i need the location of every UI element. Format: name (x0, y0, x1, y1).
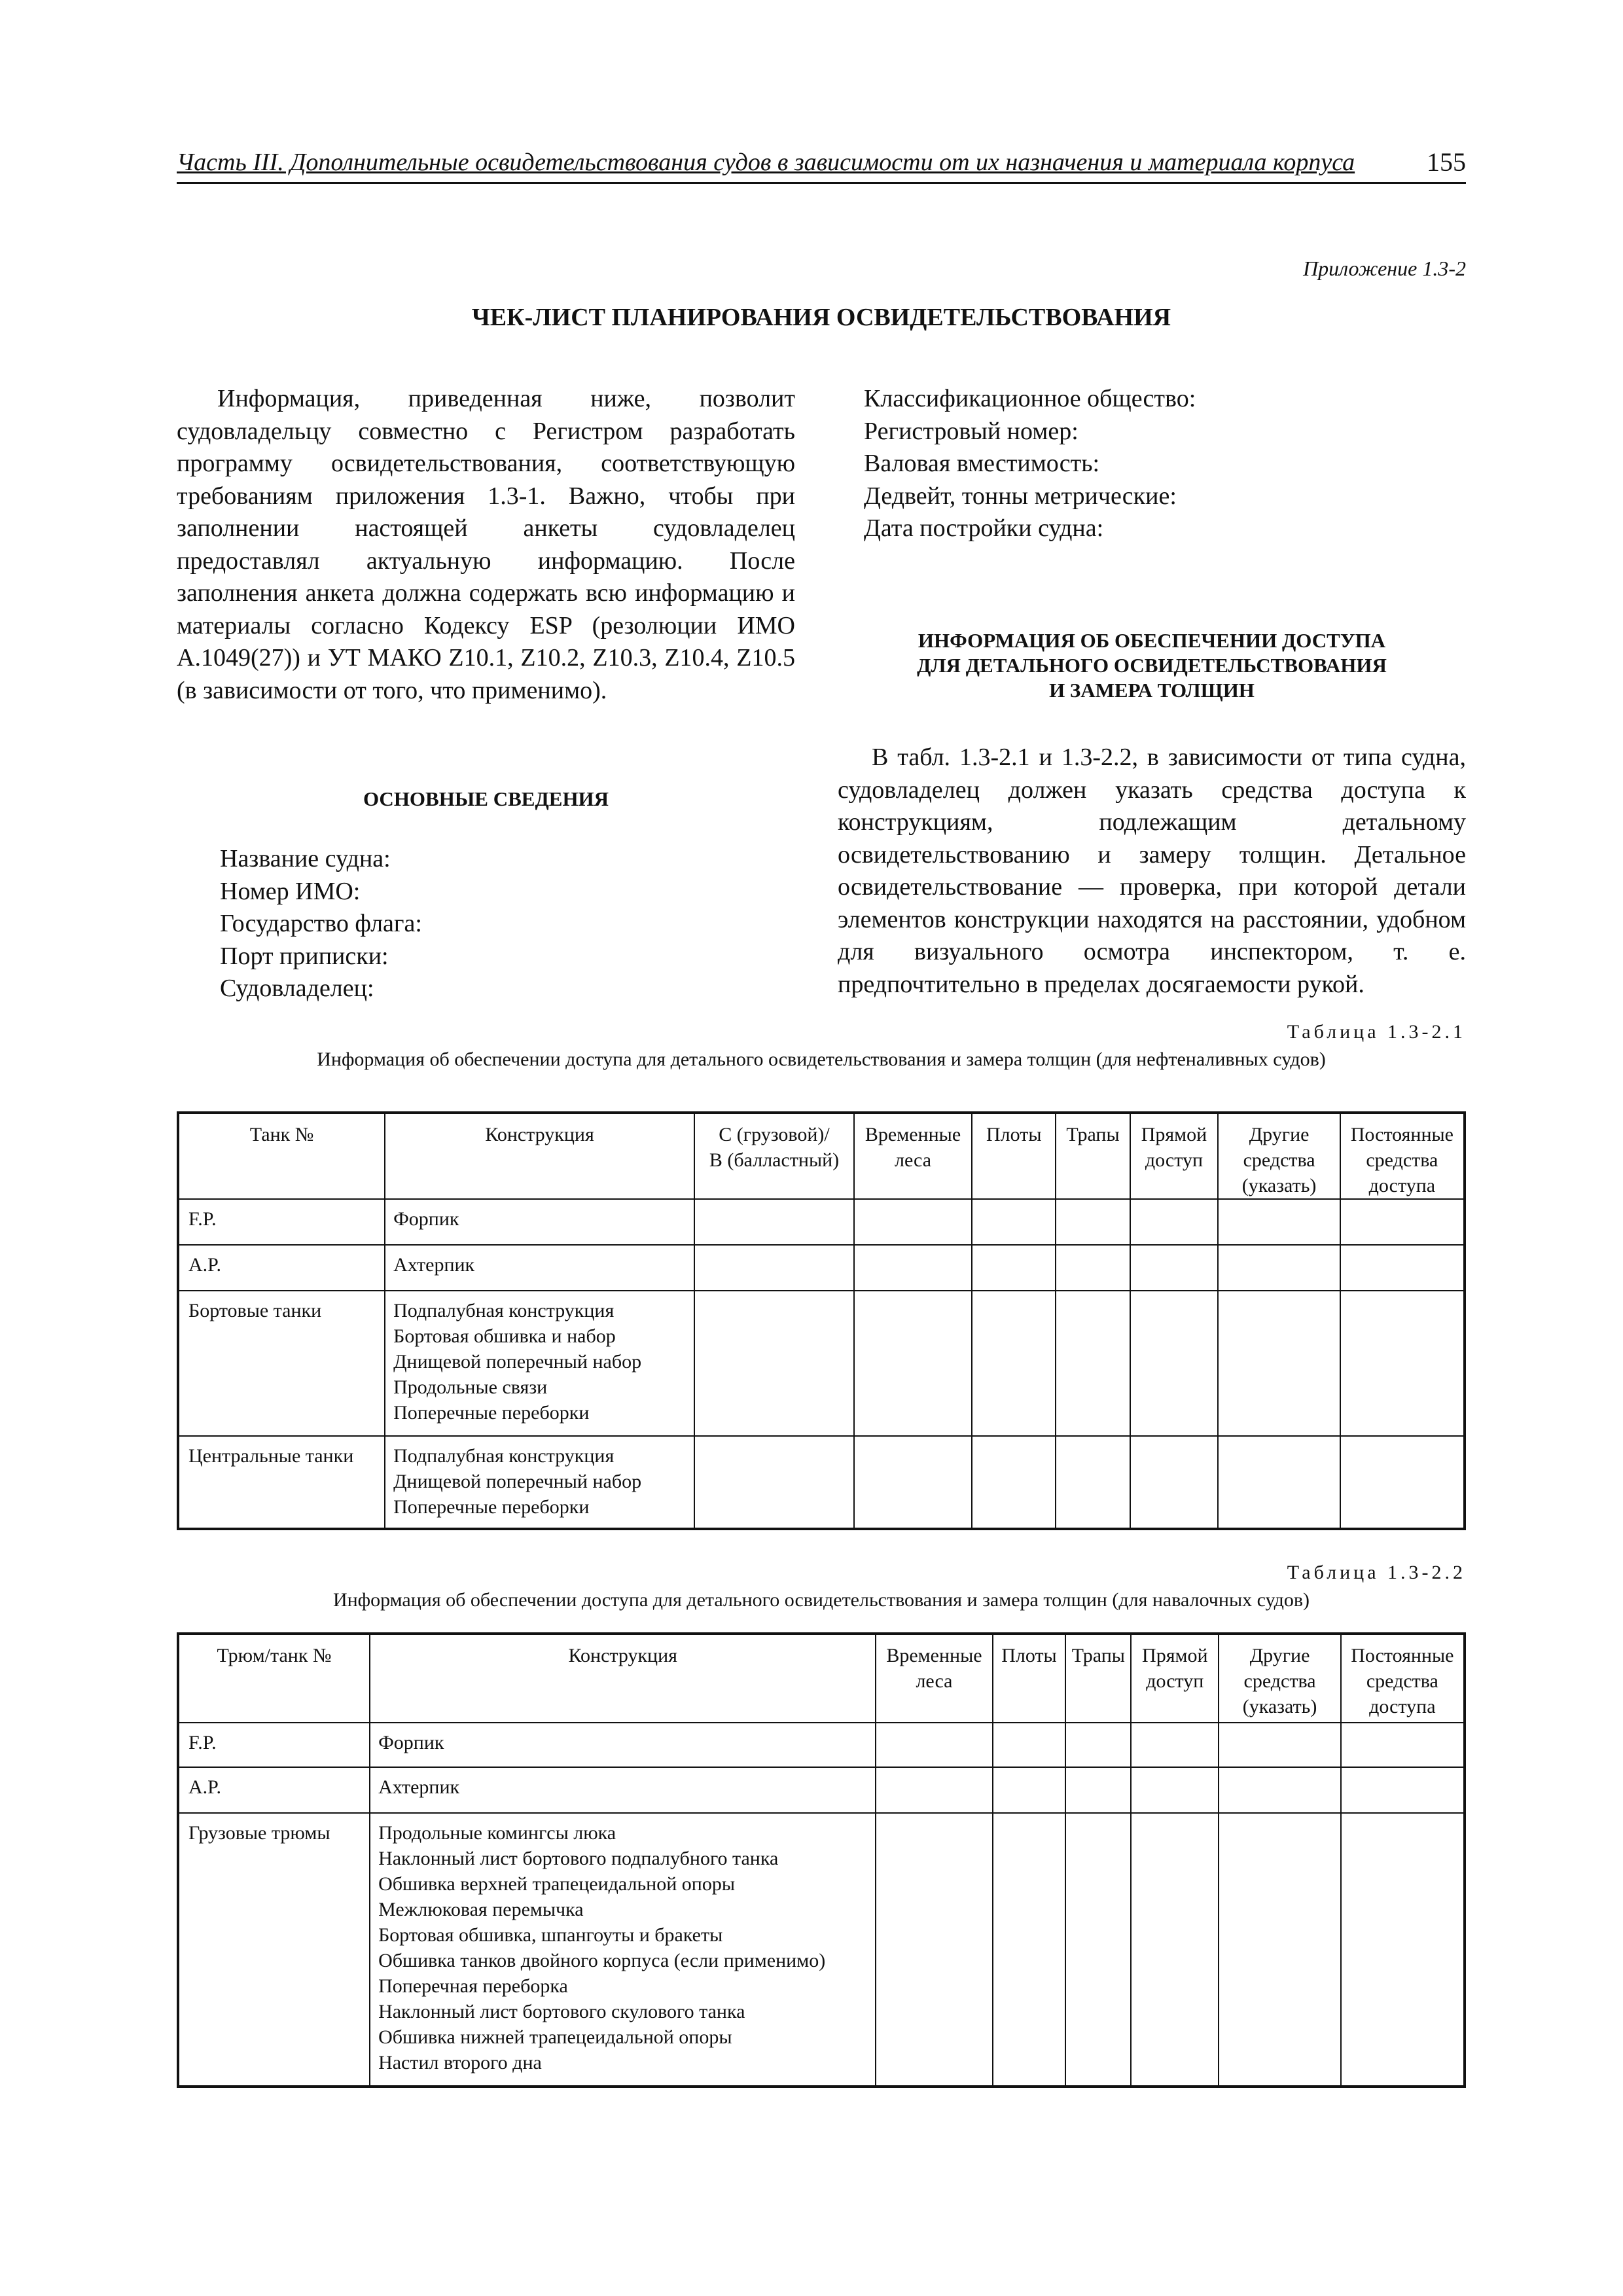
fill-cell[interactable] (1130, 1291, 1219, 1436)
right-column (838, 383, 1466, 545)
fill-cell[interactable] (972, 1291, 1056, 1436)
field-deadweight: Дедвейт, тонны метрические: (864, 482, 1177, 510)
fill-cell[interactable] (876, 1813, 992, 2087)
fill-cell[interactable] (694, 1199, 854, 1245)
fill-cell[interactable] (1131, 1767, 1219, 1813)
table-row (178, 1291, 1465, 1436)
fill-cell[interactable] (1056, 1436, 1130, 1529)
col-header: Постоянные средства доступа (1340, 1113, 1465, 1199)
table-row (178, 1813, 1465, 2087)
access-heading-line: ДЛЯ ДЕТАЛЬНОГО ОСВИДЕТЕЛЬСТВОВАНИЯ (917, 654, 1387, 677)
fill-cell[interactable] (972, 1199, 1056, 1245)
fill-cell[interactable] (1340, 1245, 1465, 1291)
fill-cell[interactable] (972, 1245, 1056, 1291)
document-title: ЧЕК-ЛИСТ ПЛАНИРОВАНИЯ ОСВИДЕТЕЛЬСТВОВАНИЯ (471, 304, 1171, 331)
col-header: Постоянные средства доступа (1341, 1634, 1465, 1723)
row-name: F.P. (178, 1199, 385, 1245)
access-info-paragraph: В табл. 1.3-2.1 и 1.3-2.2, в зависимости от типа судна, судовладелец должен указать средства доступа к конструкциям, подлежащим детальному освидетельствованию и замеру толщин. Детальное освидетельствование — проверка, при которой детали элементов конструкции находятся на расстоянии, удобном для визуального осмотра инспектором, т. е. предпочтительно в пределах досягаемости рукой. (838, 744, 1466, 998)
col-header: Трюм/танк № (178, 1634, 370, 1723)
row-name: F.P. (178, 1723, 370, 1767)
col-header: Плоты (972, 1113, 1056, 1199)
field-class-society: Классификационное общество: (864, 385, 1196, 412)
table-bulk-carriers (177, 1632, 1466, 2088)
field-ship-name: Название судна: (220, 845, 391, 872)
fill-cell[interactable] (1056, 1199, 1130, 1245)
table-row (178, 1436, 1465, 1529)
access-heading-line: ИНФОРМАЦИЯ ОБ ОБЕСПЕЧЕНИИ ДОСТУПА (918, 629, 1386, 652)
row-structure: Продольные комингсы люка Наклонный лист бортового подпалубного танка Обшивка верхней трапецеидальной опоры Межлюковая перемычка Бортовая обшивка, шпангоуты и бракеты Обшивка танков двойного корпуса (если применимо) Поперечная переборка Наклонный лист бортового скулового танка Обшивка нижней трапецеидальной опоры Настил второго дна (370, 1813, 876, 2087)
basic-info-fields (220, 843, 422, 1005)
table-row (178, 1245, 1465, 1291)
table-row (178, 1723, 1465, 1767)
col-header: С (грузовой)/ В (балластный) (694, 1113, 854, 1199)
fill-cell[interactable] (854, 1291, 972, 1436)
fill-cell[interactable] (1219, 1723, 1340, 1767)
fill-cell[interactable] (1219, 1767, 1340, 1813)
left-column (177, 383, 795, 707)
fill-cell[interactable] (1341, 1813, 1465, 2087)
col-header: Танк № (178, 1113, 385, 1199)
intro-paragraph: Информация, приведенная ниже, позволит судовладельцу совместно с Регистром разработать программу освидетельствования, соответствующую требованиям приложения 1.3-1. Важно, чтобы при заполнении настоящей анкеты судовладелец предоставлял актуальную информацию. После заполнения анкета должна содержать всю информацию и материалы согласно Кодексу ESP (резолюции ИМО A.1049(27)) и УТ МАКО Z10.1, Z10.2, Z10.3, Z10.4, Z10.5 (в зависимости от того, что применимо). (177, 385, 795, 704)
col-header: Конструкция (385, 1113, 694, 1199)
row-structure: Ахтерпик (370, 1767, 876, 1813)
table2-label: Таблица 1.3-2.2 (1287, 1562, 1466, 1583)
field-gross-tonnage: Валовая вместимость: (864, 450, 1100, 477)
fill-cell[interactable] (1130, 1245, 1219, 1291)
fill-cell[interactable] (1131, 1723, 1219, 1767)
fill-cell[interactable] (1065, 1813, 1131, 2087)
fill-cell[interactable] (854, 1245, 972, 1291)
fill-cell[interactable] (1056, 1245, 1130, 1291)
row-name: A.P. (178, 1767, 370, 1813)
row-name: Грузовые трюмы (178, 1813, 370, 2087)
row-name: A.P. (178, 1245, 385, 1291)
fill-cell[interactable] (854, 1436, 972, 1529)
document-page (177, 0, 1466, 2296)
access-info-heading (838, 628, 1466, 703)
fill-cell[interactable] (876, 1767, 992, 1813)
field-port-of-registry: Порт приписки: (220, 942, 389, 970)
running-title: Часть III. Дополнительные освидетельствования судов в зависимости от их назначения и материала корпуса (177, 149, 1355, 176)
basic-info-heading: ОСНОВНЫЕ СВЕДЕНИЯ (363, 787, 609, 810)
table2-caption: Информация об обеспечении доступа для детального освидетельствования и замера толщин (для навалочных судов) (332, 1589, 1310, 1611)
row-structure: Подпалубная конструкция Бортовая обшивка и набор Днищевой поперечный набор Продольные связи Поперечные переборки (385, 1291, 694, 1436)
fill-cell[interactable] (993, 1813, 1066, 2087)
fill-cell[interactable] (1340, 1199, 1465, 1245)
fill-cell[interactable] (1065, 1767, 1131, 1813)
table-row (178, 1199, 1465, 1245)
appendix-reference: Приложение 1.3-2 (1303, 257, 1466, 280)
row-structure: Ахтерпик (385, 1245, 694, 1291)
row-structure: Подпалубная конструкция Днищевой поперечный набор Поперечные переборки (385, 1436, 694, 1529)
row-name: Центральные танки (178, 1436, 385, 1529)
fill-cell[interactable] (1130, 1199, 1219, 1245)
field-shipowner: Судовладелец: (220, 975, 374, 1002)
fill-cell[interactable] (972, 1436, 1056, 1529)
col-header: Трапы (1056, 1113, 1130, 1199)
fill-cell[interactable] (1341, 1723, 1465, 1767)
col-header: Плоты (993, 1634, 1066, 1723)
row-structure: Форпик (385, 1199, 694, 1245)
table-header-row (178, 1113, 1465, 1199)
fill-cell[interactable] (1130, 1436, 1219, 1529)
running-header (177, 143, 1466, 184)
col-header: Трапы (1065, 1634, 1131, 1723)
table-header-row (178, 1634, 1465, 1723)
fill-cell[interactable] (854, 1199, 972, 1245)
fill-cell[interactable] (993, 1723, 1066, 1767)
col-header: Другие средства (указать) (1219, 1634, 1340, 1723)
col-header: Прямой доступ (1131, 1634, 1219, 1723)
table-oil-tankers (177, 1111, 1466, 1530)
fill-cell[interactable] (1065, 1723, 1131, 1767)
field-register-number: Регистровый номер: (864, 417, 1079, 445)
fill-cell[interactable] (694, 1291, 854, 1436)
col-header: Временные леса (854, 1113, 972, 1199)
field-flag-state: Государство флага: (220, 910, 422, 937)
col-header: Другие средства (указать) (1218, 1113, 1340, 1199)
fill-cell[interactable] (694, 1245, 854, 1291)
col-header: Прямой доступ (1130, 1113, 1219, 1199)
field-imo-number: Номер ИМО: (220, 877, 361, 905)
fill-cell[interactable] (1218, 1199, 1340, 1245)
table1-caption: Информация об обеспечении доступа для детального освидетельствования и замера толщин (для нефтеналивных судов) (317, 1049, 1326, 1070)
table-row (178, 1767, 1465, 1813)
row-structure: Форпик (370, 1723, 876, 1767)
fill-cell[interactable] (694, 1436, 854, 1529)
access-heading-line: И ЗАМЕРА ТОЛЩИН (1049, 679, 1255, 702)
fill-cell[interactable] (1340, 1436, 1465, 1529)
fill-cell[interactable] (1219, 1813, 1340, 2087)
page-number: 155 (1427, 147, 1466, 177)
fill-cell[interactable] (1218, 1436, 1340, 1529)
row-name: Бортовые танки (178, 1291, 385, 1436)
fill-cell[interactable] (876, 1723, 992, 1767)
col-header: Конструкция (370, 1634, 876, 1723)
col-header: Временные леса (876, 1634, 992, 1723)
fill-cell[interactable] (1340, 1291, 1465, 1436)
fill-cell[interactable] (1218, 1245, 1340, 1291)
fill-cell[interactable] (993, 1767, 1066, 1813)
fill-cell[interactable] (1056, 1291, 1130, 1436)
fill-cell[interactable] (1131, 1813, 1219, 2087)
ship-fields-list (864, 383, 1466, 545)
fill-cell[interactable] (1218, 1291, 1340, 1436)
fill-cell[interactable] (1341, 1767, 1465, 1813)
table1-label: Таблица 1.3-2.1 (1287, 1021, 1466, 1043)
field-build-date: Дата постройки судна: (864, 514, 1104, 542)
